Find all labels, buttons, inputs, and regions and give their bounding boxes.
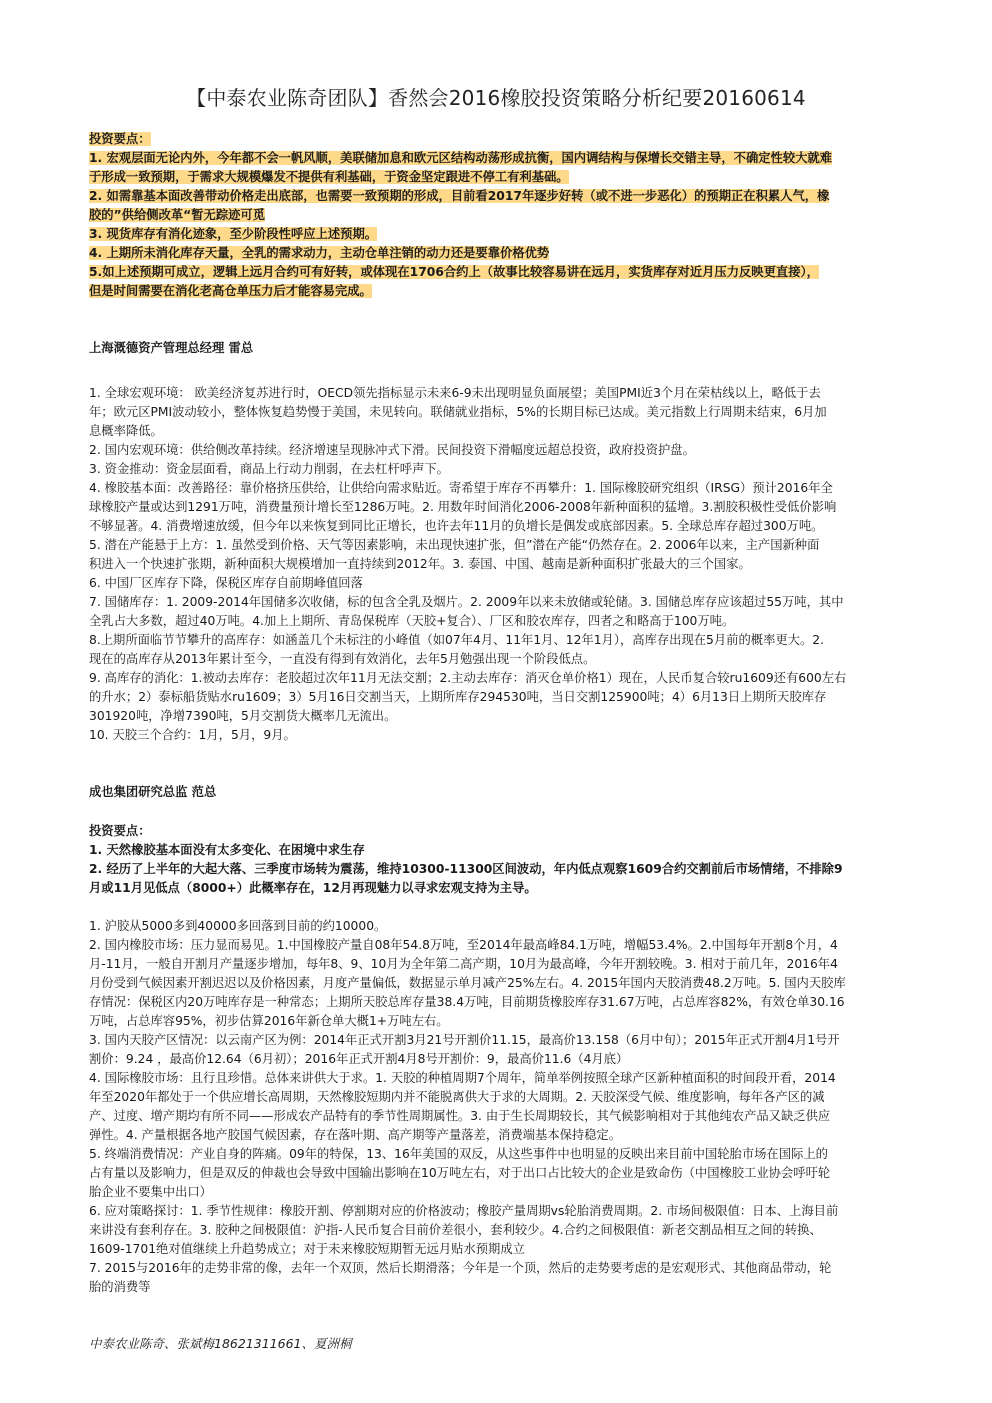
paragraph-line: 来讲没有套利存在。3. 胶种之间极限值：沪指-人民币复合目前价差很小，套利较少。4.合约之间极限值：新老交割品相互之间的转换、 <box>89 1223 822 1237</box>
page-title: 【中泰农业陈奇团队】香然会2016橡胶投资策略分析纪要20160614 <box>186 86 806 110</box>
paragraph-line: 存情况：保税区内20万吨库存是一种常态；上期所天胶总库存量38.4万吨，目前期货橡胶库存31.67万吨，占总库容82%，有效仓单30.16 <box>89 995 845 1009</box>
summary-line: 于形成一致预期，于需求大规模爆发不提供有利基础，于资金坚定跟进不停工有利基础。 <box>89 170 569 184</box>
paragraph <box>89 479 904 536</box>
paragraph <box>89 1145 904 1202</box>
paragraph-line: 3. 国内天胶产区情况：以云南产区为例：2014年正式开割3月21号开割价11.15，最高价13.158（6月中旬）；2015年正式开割4月1号开 <box>89 1033 840 1047</box>
paragraph-line: 6. 应对策略探讨：1. 季节性规律：橡胶开割、停割期对应的价格波动；橡胶产量周期vs轮胎消费周期。2. 市场间极限值：日本、上海目前 <box>89 1204 839 1218</box>
paragraph-line: 7. 国储库存：1. 2009-2014年国储多次收储，标的包含全乳及烟片。2. 2009年以来未放储或轮储。3. 国储总库存应该超过55万吨，其中 <box>89 595 844 609</box>
paragraph-line: 2. 国内橡胶市场：压力显而易见。1.中国橡胶产量自08年54.8万吨，至2014年最高峰84.1万吨，增幅53.4%。2.中国每年开割8个月，4 <box>89 938 838 952</box>
paragraph-line: 9. 高库存的消化：1.被动去库存：老胶超过次年11月无法交割；2.主动去库存：消灭仓单价格1）现在，人民币复合较ru1609还有600左右 <box>89 671 847 685</box>
footer-authors: 中泰农业陈奇、张斌梅18621311661、夏洲桐 <box>89 1336 352 1351</box>
paragraph <box>89 536 904 574</box>
paragraph <box>89 574 904 593</box>
paragraph-line: 8.上期所面临节节攀升的高库存：如涵盖几个未标注的小峰值（如07年4月、11年1月、12年1月），高库存出现在5月前的概率更大。2. <box>89 633 824 647</box>
paragraph-line: 1. 沪胶从5000多到40000多回落到目前的约10000。 <box>89 919 387 933</box>
point-line: 2. 经历了上半年的大起大落、三季度市场转为震荡，维持10300-11300区间波动，年内低点观察1609合约交割前后市场情绪，不排除9 <box>89 862 843 876</box>
paragraph-line: 7. 2015与2016年的走势非常的像，去年一个双顶，然后长期滑落；今年是一个顶，然后的走势要考虑的是宏观形式、其他商品带动，轮 <box>89 1261 832 1275</box>
paragraph-line: 割价：9.24 ，最高价12.64（6月初）；2016年正式开割4月8号开割价：9，最高价11.6（4月底） <box>89 1052 629 1066</box>
paragraph-line: 4. 国际橡胶市场：且行且珍惜。总体来讲供大于求。1. 天胶的种植周期7个周年，简单举例按照全球产区新种植面积的时间段开看，2014 <box>89 1071 836 1085</box>
paragraph-line: 息概率降低。 <box>89 424 163 438</box>
paragraph <box>89 917 904 936</box>
paragraph-line: 积进入一个快速扩张期，新种面积大规模增加一直持续到2012年。3. 泰国、中国、越南是新种面积扩张最大的三个国家。 <box>89 557 751 571</box>
paragraph <box>89 936 904 1031</box>
paragraph-line: 5. 潜在产能悬于上方：1. 虽然受到价格、天气等因素影响，未出现快速扩张，但”潜在产能“仍然存在。2. 2006年以来，主产国新种面 <box>89 538 820 552</box>
paragraph-line: 301920吨，净增7390吨，5月交割货大概率几无流出。 <box>89 709 397 723</box>
paragraph-line: 月-11月，一般自开割月产量逐步增加，每年8、9、10月为全年第二高产期，10月为最高峰，今年开割较晚。3. 相对于前几年，2016年4 <box>89 957 838 971</box>
paragraph-line: 2. 国内宏观环境：供给侧改革持续。经济增速呈现脉冲式下滑。民间投资下滑幅度远超总投资，政府投资护盘。 <box>89 443 695 457</box>
paragraph-line: 年至2020年都处于一个供应增长高周期，天然橡胶短期内并不能脱离供大于求的大周期。2. 天胶深受气候、维度影响，每年各产区的减 <box>89 1090 825 1104</box>
paragraph-line: 胎企业不要集中出口） <box>89 1185 212 1199</box>
summary-line: 4. 上期所未消化库存天量，全乳的需求动力，主动仓单注销的动力还是要靠价格优势 <box>89 246 550 260</box>
paragraph-line: 不够显著。4. 消费增速放缓，但今年以来恢复到同比正增长，也许去年11月的负增长是偶发或底部因素。5. 全球总库存超过300万吨。 <box>89 519 824 533</box>
paragraph <box>89 1259 904 1297</box>
paragraph <box>89 441 904 460</box>
paragraph-line: 4. 橡胶基本面：改善路径：靠价格挤压供给，让供给向需求贴近。寄希望于库存不再攀升：1. 国际橡胶研究组织（IRSG）预计2016年全 <box>89 481 833 495</box>
paragraph-line: 弹性。4. 产量根据各地产胶国气候因素，存在落叶期、高产期等产量落差，消费端基本保持稳定。 <box>89 1128 622 1142</box>
paragraph <box>89 1202 904 1259</box>
paragraph-line: 胎的消费等 <box>89 1280 151 1294</box>
paragraph-line: 10. 天胶三个合约：1月，5月，9月。 <box>89 728 296 742</box>
summary-line: 2. 如需靠基本面改善带动价格走出底部，也需要一致预期的形成，目前看2017年逐步好转（或不进一步恶化）的预期正在积累人气，橡 <box>89 189 830 203</box>
paragraph-line: 现在的高库存从2013年累计至今，一直没有得到有效消化，去年5月勉强出现一个阶段低点。 <box>89 652 596 666</box>
paragraph-line: 占有量以及影响力，但是双反的伸裁也会导致中国输出影响在10万吨左右，对于出口占比较大的企业是致命伤（中国橡胶工业协会呼吁轮 <box>89 1166 831 1180</box>
paragraph-line: 6. 中国厂区库存下降，保税区库存自前期峰值回落 <box>89 576 363 590</box>
paragraph-line: 月份受到气候因素开割迟迟以及价格因素，月度产量偏低，数据显示单月减产25%左右。4. 2015年国内天胶消费48.2万吨。5. 国内天胶库 <box>89 976 846 990</box>
paragraph-line: 万吨，占总库容95%，初步估算2016年新仓单大概1+万吨左右。 <box>89 1014 449 1028</box>
point-line: 1. 天然橡胶基本面没有太多变化、在困境中求生存 <box>89 843 365 857</box>
paragraph <box>89 1031 904 1069</box>
summary-line: 1. 宏观层面无论内外，今年都不会一帆风顺，美联储加息和欧元区结构动荡形成抗衡，国内调结构与保增长交错主导，不确定性较大就难 <box>89 151 833 165</box>
summary-line: 5.如上述预期可成立，逻辑上远月合约可有好转，或体现在1706合约上（故事比较容易讲在远月，实货库存对近月压力反映更直接）， <box>89 265 819 279</box>
paragraph <box>89 726 904 745</box>
paragraph-line: 3. 资金推动：资金层面看，商品上行动力削弱，在去杠杆呼声下。 <box>89 462 449 476</box>
paragraph <box>89 669 904 726</box>
paragraph-line: 全乳占大多数，超过40万吨。4.加上上期所、青岛保税库（天胶+复合）、厂区和胶农库存，四者之和略高于100万吨。 <box>89 614 735 628</box>
paragraph-line: 球橡胶产量或达到1291万吨，消费量预计增长至1286万吨。2. 用数年时间消化2006-2008年新种面积的猛增。3.割胶积极性受低价影响 <box>89 500 837 514</box>
section-lei-body <box>89 384 904 745</box>
paragraph <box>89 631 904 669</box>
section-heading-lei: 上海溉德资产管理总经理 雷总 <box>89 341 254 355</box>
paragraph <box>89 1069 904 1145</box>
paragraph-line: 5. 终端消费情况：产业自身的阵痛。09年的特保，13、16年美国的双反，从这些事件中也明显的反映出来目前中国轮胎市场在国际上的 <box>89 1147 828 1161</box>
points-heading: 投资要点： <box>89 824 151 838</box>
summary-heading: 投资要点： <box>89 132 151 146</box>
paragraph <box>89 460 904 479</box>
paragraph <box>89 593 904 631</box>
summary-block <box>89 130 904 301</box>
paragraph-line: 年；欧元区PMI波动较小，整体恢复趋势慢于美国，未见转向。联储就业指标，5%的长期目标已达成。美元指数上行周期未结束，6月加 <box>89 405 827 419</box>
summary-line: 胶的”供给侧改革“暂无踪迹可觅 <box>89 208 266 222</box>
summary-line: 但是时间需要在消化老高仓单压力后才能容易完成。 <box>89 284 372 298</box>
paragraph-line: 产、过度、增产期均有所不同——形成农产品特有的季节性周期属性。3. 由于生长周期较长，其气候影响相对于其他纯农产品又缺乏供应 <box>89 1109 831 1123</box>
summary-line: 3. 现货库存有消化迹象，至少阶段性呼应上述预期。 <box>89 227 378 241</box>
paragraph-line: 1609-1701绝对值继续上升趋势成立；对于未来橡胶短期暂无远月贴水预期成立 <box>89 1242 525 1256</box>
section-heading-fan: 成也集团研究总监 范总 <box>89 785 217 799</box>
section-fan-body <box>89 917 904 1297</box>
document-body <box>89 130 904 1297</box>
paragraph-line: 1. 全球宏观环境： 欧美经济复苏进行时，OECD领先指标显示未来6-9未出现明显负面展望；美国PMI近3个月在荣枯线以上，略低于去 <box>89 386 821 400</box>
paragraph-line: 的升水；2）泰标船货贴水ru1609；3）5月16日交割当天，上期所库存294530吨，当日交割125900吨；4）6月13日上期所天胶库存 <box>89 690 827 704</box>
point-line: 月或11月见低点（8000+）此概率存在，12月再现魅力以寻求宏观支持为主导。 <box>89 881 537 895</box>
paragraph <box>89 384 904 441</box>
